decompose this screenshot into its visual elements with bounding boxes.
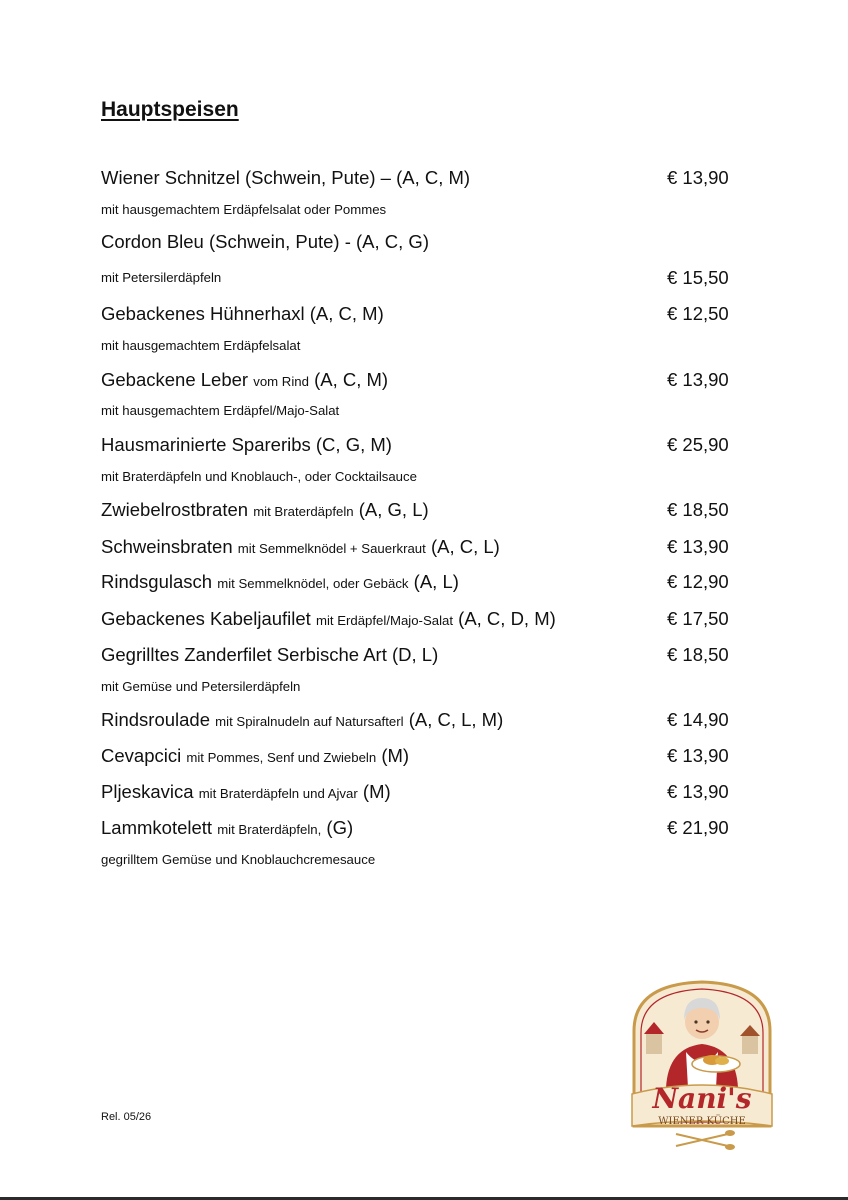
dish-name: Cevapcici mit Pommes, Senf und Zwiebeln (M): [101, 745, 410, 766]
dish-allergens: (M): [381, 745, 410, 766]
dish-price: € 12,90: [667, 571, 729, 592]
menu-item: [101, 642, 741, 668]
dish-price: € 13,90: [667, 536, 729, 557]
dish-detail: mit Semmelknödel + Sauerkraut: [237, 541, 426, 556]
dish-detail: mit Braterdäpfeln,: [217, 822, 322, 837]
dish-description: mit Petersilerdäpfeln: [101, 270, 222, 285]
menu-item: [101, 707, 741, 733]
menu-item: [101, 743, 741, 769]
dish-name: Gebackenes Hühnerhaxl (A, C, M): [101, 303, 384, 324]
section-heading: Hauptspeisen: [101, 98, 239, 121]
dish-name: Hausmarinierte Spareribs (C, G, M): [101, 434, 392, 455]
dish-allergens: (M): [362, 781, 391, 802]
nanis-logo: [624, 976, 780, 1154]
brand-tagline: WIENER KÜCHE: [658, 1116, 746, 1127]
dish-allergens: (A, C, L, M): [408, 709, 504, 730]
dish-price: € 13,90: [667, 167, 729, 188]
menu-item: [101, 569, 741, 595]
dish-description: mit hausgemachtem Erdäpfelsalat oder Pommes: [101, 202, 387, 217]
menu-item: [101, 497, 741, 523]
dish-description: mit hausgemachtem Erdäpfel/Majo-Salat: [101, 403, 340, 418]
dish-price: € 18,50: [667, 499, 729, 520]
dish-detail: mit Semmelknödel, oder Gebäck: [217, 576, 409, 591]
dish-allergens: (G): [326, 817, 354, 838]
dish-allergens: (A, C, D, M): [458, 608, 556, 629]
dish-price: € 21,90: [667, 817, 729, 838]
dish-name: Gebackenes Kabeljaufilet mit Erdäpfel/Majo-Salat (A, C, D, M): [101, 608, 556, 629]
dish-detail: mit Erdäpfel/Majo-Salat: [315, 613, 454, 628]
menu-item: [101, 534, 741, 560]
dish-price: € 12,50: [667, 303, 729, 324]
dish-price: € 15,50: [667, 267, 729, 288]
dish-description: mit hausgemachtem Erdäpfelsalat: [101, 338, 301, 353]
dish-detail: mit Pommes, Senf und Zwiebeln: [186, 750, 377, 765]
menu-item: [101, 301, 741, 327]
menu-item: [101, 815, 741, 841]
dish-name: Schweinsbraten mit Semmelknödel + Sauerkraut (A, C, L): [101, 536, 500, 557]
dish-description: mit Gemüse und Petersilerdäpfeln: [101, 679, 301, 694]
menu-item: [101, 229, 741, 255]
dish-name: Pljeskavica mit Braterdäpfeln und Ajvar (M): [101, 781, 391, 802]
dish-price: € 13,90: [667, 745, 729, 766]
menu-item: [101, 432, 741, 458]
dish-allergens: (A, C, L): [430, 536, 500, 557]
dish-name: Lammkotelett mit Braterdäpfeln, (G): [101, 817, 354, 838]
dish-detail: mit Braterdäpfeln und Ajvar: [198, 786, 358, 801]
grandma-with-plate-logo-icon: [624, 976, 780, 1154]
dish-detail: mit Spiralnudeln auf Natursafterl: [215, 714, 404, 729]
dish-price: € 17,50: [667, 608, 729, 629]
menu-item: [101, 606, 741, 632]
dish-price: € 25,90: [667, 434, 729, 455]
dish-detail: vom Rind: [253, 374, 309, 389]
dish-allergens: (A, L): [413, 571, 459, 592]
dish-price: € 13,90: [667, 781, 729, 802]
dish-description: mit Braterdäpfeln und Knoblauch-, oder Cocktailsauce: [101, 469, 417, 484]
dish-description: gegrilltem Gemüse und Knoblauchcremesauce: [101, 852, 376, 867]
dish-name: Wiener Schnitzel (Schwein, Pute) – (A, C, M): [101, 167, 471, 188]
dish-price: € 18,50: [667, 644, 729, 665]
dish-price: € 14,90: [667, 709, 729, 730]
dish-name: Rindsroulade mit Spiralnudeln auf Natursafterl (A, C, L, M): [101, 709, 504, 730]
dish-name: Rindsgulasch mit Semmelknödel, oder Gebäck (A, L): [101, 571, 459, 592]
menu-item: [101, 367, 741, 393]
dish-price: € 13,90: [667, 369, 729, 390]
menu-item: [101, 165, 741, 191]
dish-name: Gegrilltes Zanderfilet Serbische Art (D, L): [101, 644, 439, 665]
dish-detail: mit Braterdäpfeln: [253, 504, 354, 519]
menu-item-description-row: [101, 265, 741, 291]
release-note: Rel. 05/26: [101, 1111, 152, 1123]
dish-allergens: (A, C, M): [314, 369, 389, 390]
dish-allergens: (A, G, L): [358, 499, 429, 520]
dish-name: Cordon Bleu (Schwein, Pute) - (A, C, G): [101, 231, 429, 252]
dish-name: Gebackene Leber vom Rind (A, C, M): [101, 369, 389, 390]
menu-item: [101, 779, 741, 805]
dish-name: Zwiebelrostbraten mit Braterdäpfeln (A, G, L): [101, 499, 429, 520]
brand-name: Nani's: [652, 1082, 752, 1115]
